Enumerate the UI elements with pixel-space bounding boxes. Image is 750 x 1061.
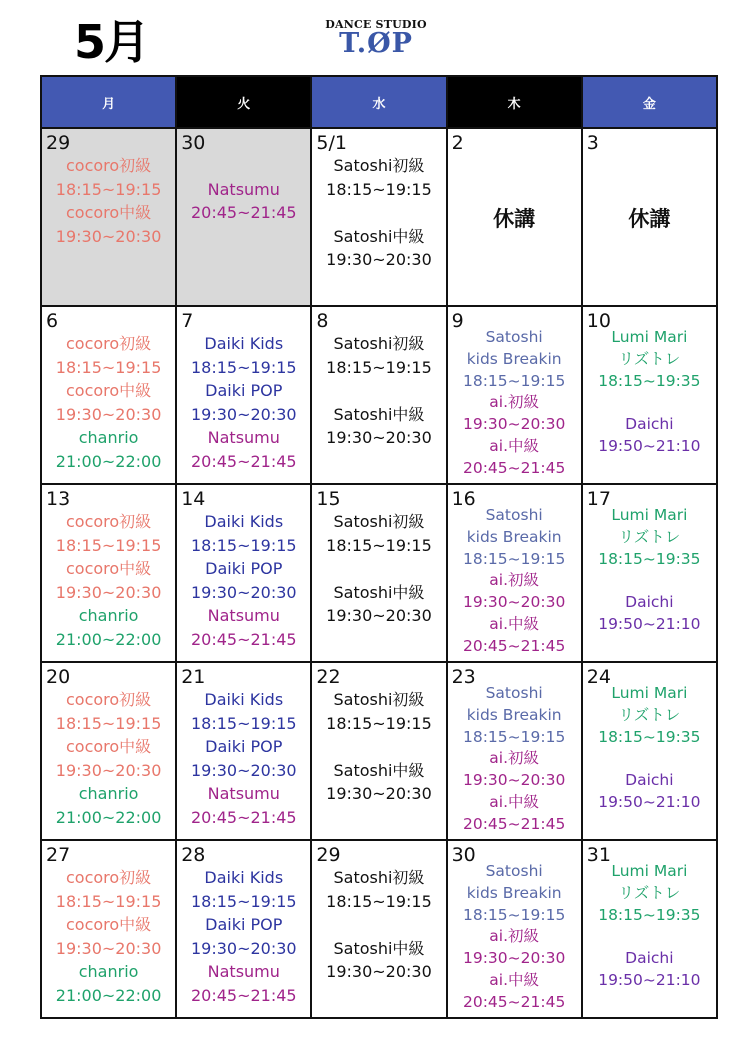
- class-list: [42, 866, 175, 1008]
- class-list: [312, 510, 445, 628]
- class-entry: ai.初級: [489, 749, 540, 768]
- class-entry: chanrio: [78, 606, 139, 626]
- class-entry: Natsumu: [207, 428, 280, 448]
- class-entry: Natsumu: [207, 962, 280, 982]
- class-entry: 21:00~22:00: [55, 807, 162, 827]
- day-number: 7: [181, 310, 194, 332]
- day-number: 20: [46, 666, 71, 688]
- class-entry: 19:30~20:30: [55, 582, 162, 602]
- class-entry: 20:45~21:45: [462, 814, 566, 833]
- day-cell: [582, 662, 717, 840]
- day-number: 22: [316, 666, 341, 688]
- day-cell: [582, 128, 717, 306]
- day-number: 28: [181, 844, 206, 866]
- class-entry: cocoro初級: [65, 156, 152, 175]
- class-list: [583, 505, 716, 636]
- class-entry: 19:50~21:10: [598, 614, 701, 633]
- class-entry: Satoshi初級: [333, 690, 425, 709]
- class-entry: 19:30~20:30: [55, 226, 162, 246]
- weekday-tue: 火: [176, 76, 311, 128]
- class-entry: Satoshi: [485, 506, 543, 524]
- day-cell: [176, 306, 311, 484]
- class-entry: 18:15~19:15: [55, 179, 162, 199]
- class-entry: 18:15~19:15: [190, 891, 297, 911]
- calendar-body: [41, 128, 717, 1018]
- class-entry: Daichi: [625, 949, 674, 968]
- day-number: 30: [451, 844, 476, 866]
- class-entry: Daiki Kids: [204, 868, 284, 887]
- class-entry: Lumi Mari: [611, 684, 688, 702]
- class-entry: 19:30~20:30: [55, 938, 162, 958]
- schedule-calendar: [40, 75, 718, 1019]
- spacer: [583, 926, 716, 948]
- class-list: [42, 688, 175, 830]
- class-entry: Natsumu: [207, 179, 280, 199]
- class-entry: 20:45~21:45: [190, 985, 297, 1005]
- class-entry: cocoro中級: [65, 737, 152, 757]
- day-cell: [176, 840, 311, 1018]
- class-entry: 20:45~21:45: [462, 992, 566, 1011]
- class-entry: 19:50~21:10: [598, 436, 701, 455]
- day-cell: [41, 306, 176, 484]
- day-cell: [447, 306, 582, 484]
- spacer: [312, 913, 445, 937]
- class-entry: 18:15~19:15: [326, 535, 432, 555]
- class-list: [42, 510, 175, 652]
- day-cell: [582, 840, 717, 1018]
- class-entry: cocoro中級: [65, 915, 152, 935]
- day-cell: [311, 840, 446, 1018]
- class-entry: Daiki POP: [205, 915, 283, 935]
- day-number: 15: [316, 488, 341, 510]
- class-entry: リズトレ: [618, 527, 681, 546]
- day-cell: [582, 306, 717, 484]
- class-entry: 18:15~19:15: [326, 179, 432, 199]
- class-entry: kids Breakin: [466, 527, 562, 546]
- day-cell: [176, 484, 311, 662]
- class-entry: cocoro中級: [65, 559, 152, 579]
- class-entry: Natsumu: [207, 784, 280, 804]
- class-entry: 18:15~19:35: [598, 905, 701, 924]
- class-entry: 20:45~21:45: [462, 636, 566, 655]
- class-entry: Satoshi: [485, 684, 543, 702]
- class-list: [583, 327, 716, 458]
- class-entry: 18:15~19:15: [462, 549, 566, 568]
- class-entry: Satoshi: [485, 328, 543, 346]
- class-entry: 18:15~19:15: [190, 357, 297, 377]
- class-entry: 19:30~20:30: [462, 593, 566, 612]
- class-entry: 21:00~22:00: [55, 451, 162, 471]
- day-cell: [447, 840, 582, 1018]
- class-entry: Satoshi初級: [333, 156, 425, 175]
- class-entry: 18:15~19:15: [190, 713, 297, 733]
- class-entry: Satoshi初級: [333, 868, 425, 887]
- class-list: [312, 154, 445, 272]
- class-entry: Satoshi中級: [333, 760, 425, 780]
- class-entry: 18:15~19:15: [55, 891, 162, 911]
- day-cell: [41, 662, 176, 840]
- closed-label: 休講: [493, 207, 536, 231]
- class-entry: ai.中級: [489, 970, 540, 989]
- day-number: 3: [586, 132, 599, 154]
- day-cell: [41, 484, 176, 662]
- day-cell: [447, 484, 582, 662]
- class-entry: 19:30~20:30: [190, 938, 297, 958]
- class-entry: chanrio: [78, 784, 139, 804]
- class-entry: Satoshi中級: [333, 582, 425, 602]
- day-cell: [176, 662, 311, 840]
- class-list: [177, 688, 310, 830]
- class-entry: 18:15~19:15: [190, 535, 297, 555]
- class-entry: chanrio: [78, 428, 139, 448]
- class-entry: Satoshi: [485, 862, 543, 880]
- spacer: [312, 735, 445, 759]
- studio-logo-subtitle: DANCE STUDIO: [325, 18, 427, 31]
- class-entry: ai.初級: [489, 927, 540, 946]
- day-number: 13: [46, 488, 71, 510]
- class-entry: ai.中級: [489, 792, 540, 811]
- class-entry: 19:30~20:30: [190, 404, 297, 424]
- class-entry: 20:45~21:45: [190, 807, 297, 827]
- week-row: [41, 128, 717, 306]
- day-cell: [447, 128, 582, 306]
- class-entry: 18:15~19:35: [598, 727, 701, 746]
- class-entry: cocoro初級: [65, 690, 152, 709]
- class-entry: 19:30~20:30: [190, 582, 297, 602]
- class-entry: ai.初級: [489, 571, 540, 590]
- day-number: 29: [316, 844, 341, 866]
- class-entry: 19:30~20:30: [326, 428, 432, 448]
- class-entry: Daiki Kids: [204, 690, 284, 709]
- class-entry: 21:00~22:00: [55, 985, 162, 1005]
- class-list: [448, 683, 581, 836]
- class-list: [312, 866, 445, 984]
- class-entry: Daichi: [625, 593, 674, 612]
- class-entry: リズトレ: [618, 883, 681, 902]
- weekday-fri: 金: [582, 76, 717, 128]
- class-entry: 20:45~21:45: [190, 451, 297, 471]
- class-entry: 20:45~21:45: [190, 203, 297, 223]
- class-list: [448, 505, 581, 658]
- spacer: [583, 392, 716, 414]
- class-list: [177, 510, 310, 652]
- class-entry: Lumi Mari: [611, 862, 688, 880]
- class-entry: chanrio: [78, 962, 139, 982]
- class-entry: 19:30~20:30: [462, 415, 566, 434]
- day-cell: [41, 128, 176, 306]
- class-entry: 19:30~20:30: [462, 771, 566, 790]
- class-entry: 18:15~19:15: [55, 357, 162, 377]
- day-number: 2: [451, 132, 464, 154]
- class-entry: 18:15~19:15: [55, 535, 162, 555]
- day-cell: [311, 306, 446, 484]
- class-entry: 18:15~19:15: [462, 727, 566, 746]
- class-entry: Satoshi中級: [333, 226, 425, 246]
- class-entry: Natsumu: [207, 606, 280, 626]
- class-entry: Lumi Mari: [611, 506, 688, 524]
- class-entry: cocoro中級: [65, 381, 152, 401]
- day-number: 21: [181, 666, 206, 688]
- class-entry: 19:30~20:30: [326, 250, 432, 270]
- class-list: [312, 688, 445, 806]
- weekday-thu: 木: [447, 76, 582, 128]
- day-cell: [582, 484, 717, 662]
- class-entry: ai.中級: [489, 614, 540, 633]
- day-number: 8: [316, 310, 329, 332]
- day-number: 24: [586, 666, 611, 688]
- class-entry: 18:15~19:35: [598, 549, 701, 568]
- class-list: [42, 332, 175, 474]
- class-list: [583, 683, 716, 814]
- class-entry: Daiki POP: [205, 559, 283, 579]
- class-entry: cocoro初級: [65, 868, 152, 887]
- class-entry: Daiki Kids: [204, 512, 284, 531]
- class-list: [42, 154, 175, 248]
- class-entry: 18:15~19:15: [462, 371, 566, 390]
- class-list: [583, 861, 716, 992]
- class-entry: Daichi: [625, 415, 674, 434]
- class-entry: 21:00~22:00: [55, 629, 162, 649]
- spacer: [583, 748, 716, 770]
- class-list: [448, 327, 581, 480]
- class-entry: Satoshi中級: [333, 404, 425, 424]
- class-entry: Daichi: [625, 771, 674, 790]
- class-entry: リズトレ: [618, 349, 681, 368]
- day-number: 23: [451, 666, 476, 688]
- class-entry: Satoshi初級: [333, 334, 425, 353]
- class-entry: 19:30~20:30: [190, 760, 297, 780]
- spacer: [312, 379, 445, 403]
- class-entry: 19:30~20:30: [326, 962, 432, 982]
- class-entry: 20:45~21:45: [462, 458, 566, 477]
- closed-label: 休講: [628, 207, 671, 231]
- class-entry: kids Breakin: [466, 349, 562, 368]
- class-entry: 19:30~20:30: [55, 760, 162, 780]
- class-entry: 18:15~19:35: [598, 371, 701, 390]
- day-cell: [311, 662, 446, 840]
- day-number: 10: [586, 310, 611, 332]
- day-cell: [176, 128, 311, 306]
- class-entry: cocoro初級: [65, 334, 152, 353]
- class-entry: kids Breakin: [466, 705, 562, 724]
- class-entry: Satoshi初級: [333, 512, 425, 531]
- class-entry: 18:15~19:15: [326, 357, 432, 377]
- spacer: [312, 557, 445, 581]
- class-list: [177, 332, 310, 474]
- class-list: [177, 154, 310, 225]
- class-entry: 18:15~19:15: [326, 713, 432, 733]
- class-entry: 19:50~21:10: [598, 792, 701, 811]
- day-number: 17: [586, 488, 611, 510]
- class-entry: kids Breakin: [466, 883, 562, 902]
- day-number: 16: [451, 488, 476, 510]
- class-entry: 19:30~20:30: [55, 404, 162, 424]
- class-entry: 18:15~19:15: [55, 713, 162, 733]
- class-entry: Daiki POP: [205, 737, 283, 757]
- class-entry: 18:15~19:15: [326, 891, 432, 911]
- spacer: [312, 201, 445, 225]
- class-entry: リズトレ: [618, 705, 681, 724]
- weekday-header-row: [41, 76, 717, 128]
- day-number: 29: [46, 132, 71, 154]
- class-list: [177, 866, 310, 1008]
- class-entry: 18:15~19:15: [462, 905, 566, 924]
- day-number: 9: [451, 310, 464, 332]
- day-cell: [447, 662, 582, 840]
- class-entry: 19:50~21:10: [598, 970, 701, 989]
- class-entry: Lumi Mari: [611, 328, 688, 346]
- class-entry: ai.初級: [489, 393, 540, 412]
- class-entry: 19:30~20:30: [326, 606, 432, 626]
- day-number: 27: [46, 844, 71, 866]
- day-cell: [311, 484, 446, 662]
- week-row: [41, 484, 717, 662]
- spacer: [177, 154, 310, 178]
- month-title: 5月: [74, 15, 149, 69]
- class-entry: Daiki POP: [205, 381, 283, 401]
- week-row: [41, 306, 717, 484]
- class-entry: ai.中級: [489, 436, 540, 455]
- class-list: [312, 332, 445, 450]
- day-number: 6: [46, 310, 59, 332]
- week-row: [41, 840, 717, 1018]
- class-entry: 19:30~20:30: [326, 784, 432, 804]
- day-number: 30: [181, 132, 206, 154]
- day-cell: [41, 840, 176, 1018]
- day-cell: [311, 128, 446, 306]
- week-row: [41, 662, 717, 840]
- class-list: [448, 861, 581, 1014]
- weekday-wed: 水: [311, 76, 446, 128]
- weekday-mon: 月: [41, 76, 176, 128]
- class-entry: 19:30~20:30: [462, 949, 566, 968]
- spacer: [583, 570, 716, 592]
- studio-logo: [322, 18, 430, 57]
- day-number: 5/1: [316, 132, 347, 154]
- studio-logo-name: T.ØP: [339, 28, 413, 59]
- class-entry: Daiki Kids: [204, 334, 284, 353]
- class-entry: Satoshi中級: [333, 938, 425, 958]
- class-entry: 20:45~21:45: [190, 629, 297, 649]
- class-entry: cocoro初級: [65, 512, 152, 531]
- class-entry: cocoro中級: [65, 203, 152, 223]
- day-number: 14: [181, 488, 206, 510]
- day-number: 31: [586, 844, 611, 866]
